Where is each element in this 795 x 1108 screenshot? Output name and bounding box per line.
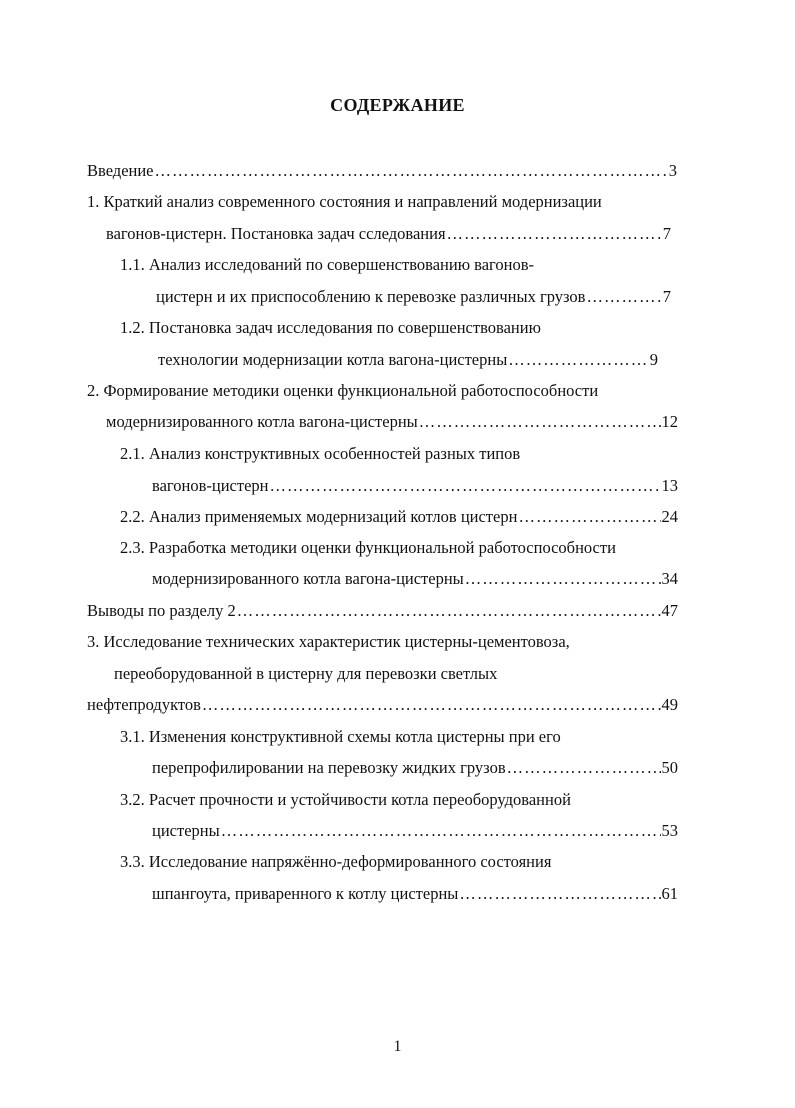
toc-entry-text: 1. Краткий анализ современного состояния и направлений модернизации [87,192,602,211]
toc-leader-dots [586,286,661,308]
toc-entry-text: вагонов-цистерн. Постановка задач сследования [106,224,446,243]
toc-entry-page: 34 [661,569,678,588]
toc-entry-page: 50 [661,758,678,777]
toc-entry-2-3-line1 [120,537,616,559]
toc-entry-3-2-line1 [120,789,571,811]
toc-entry-text: шпангоута, приваренного к котлу цистерны [152,884,459,903]
toc-entry-text: 3.1. Изменения конструктивной схемы котла цистерны при его [120,727,561,746]
toc-leader-dots [202,694,661,716]
toc-entry-text: 3. Исследование технических характеристик цистерны-цементовоза, [87,632,570,651]
toc-entry-page: 47 [661,601,678,620]
toc-entry-page: 7 [662,287,671,306]
toc-entry-3-3-line1 [120,851,551,873]
toc-entry-text: цистерны [152,821,220,840]
toc-entry-2-line2 [106,411,678,433]
toc-entry-page: 49 [661,695,678,714]
toc-entry-1-line2 [106,223,671,245]
toc-entry-text: 2.3. Разработка методики оценки функциональной работоспособности [120,538,616,557]
toc-entry-2-3-line2 [152,568,678,590]
toc-leader-dots [237,600,661,622]
toc-entry-text: 1.2. Постановка задач исследования по совершенствованию [120,318,541,337]
toc-entry-page: 7 [662,224,671,243]
toc-entry-2-1-line1 [120,443,520,465]
toc-leader-dots [518,506,660,528]
toc-entry-text: перепрофилировании на перевозку жидких грузов [152,758,506,777]
toc-leader-dots [508,349,648,371]
toc-entry-text: 2.1. Анализ конструктивных особенностей разных типов [120,444,521,463]
toc-entry-text: нефтепродуктов [87,695,201,714]
toc-entry-text: 1.1. Анализ исследований по совершенствованию вагонов- [120,255,535,274]
page-number: 1 [393,1038,402,1055]
toc-entry-page: 9 [649,350,658,369]
toc-entry-conclusions-2 [87,600,678,622]
toc-leader-dots [221,820,661,842]
page-title: СОДЕРЖАНИЕ [330,95,465,115]
toc-leader-dots [459,883,660,905]
toc-entry-2-1-line2 [152,475,678,497]
toc-entry-1-1-line1 [120,254,534,276]
toc-entry-1-line1 [87,191,602,213]
toc-leader-dots [419,411,661,433]
toc-leader-dots [269,475,660,497]
toc-entry-3-line2 [114,663,497,685]
toc-entry-text: модернизированного котла вагона-цистерны [106,412,418,431]
toc-entry-1-2-line2 [158,349,658,371]
toc-entry-text: 3.2. Расчет прочности и устойчивости котла переоборудованной [120,790,571,809]
toc-entry-page: 24 [661,507,678,526]
toc-entry-text: цистерн и их приспособлению к перевозке различных грузов [156,287,586,306]
toc-entry-intro [87,160,677,182]
toc-entry-3-2-line2 [152,820,678,842]
toc-leader-dots [447,223,662,245]
toc-entry-text: технологии модернизации котла вагона-цистерны [158,350,508,369]
toc-leader-dots [465,568,661,590]
toc-entry-page: 61 [661,884,678,903]
toc-entry-text: модернизированного котла вагона-цистерны [152,569,464,588]
toc-entry-text: Введение [87,161,154,180]
toc-entry-3-line1 [87,631,570,653]
toc-entry-text: Выводы по разделу 2 [87,601,236,620]
toc-entry-page: 3 [668,161,677,180]
toc-entry-3-line3 [87,694,678,716]
toc-entry-3-1-line2 [152,757,678,779]
toc-entry-page: 53 [661,821,678,840]
toc-entry-text: вагонов-цистерн [152,476,269,495]
toc-entry-page: 12 [661,412,678,431]
toc-entry-page: 13 [661,476,678,495]
toc-entry-1-2-line1 [120,317,541,339]
toc-leader-dots [507,757,661,779]
toc-entry-text: 3.3. Исследование напряжённо-деформированного состояния [120,852,552,871]
toc-entry-text: переоборудованной в цистерну для перевозки светлых [114,664,498,683]
toc-entry-1-1-line2 [156,286,671,308]
toc-entry-text: 2.2. Анализ применяемых модернизаций котлов цистерн [120,507,518,526]
toc-entry-3-1-line1 [120,726,561,748]
toc-entry-2-line1 [87,380,598,402]
toc-entry-3-3-line2 [152,883,678,905]
toc-leader-dots [155,160,668,182]
toc-entry-text: 2. Формирование методики оценки функциональной работоспособности [87,381,599,400]
toc-entry-2-2 [120,506,678,528]
